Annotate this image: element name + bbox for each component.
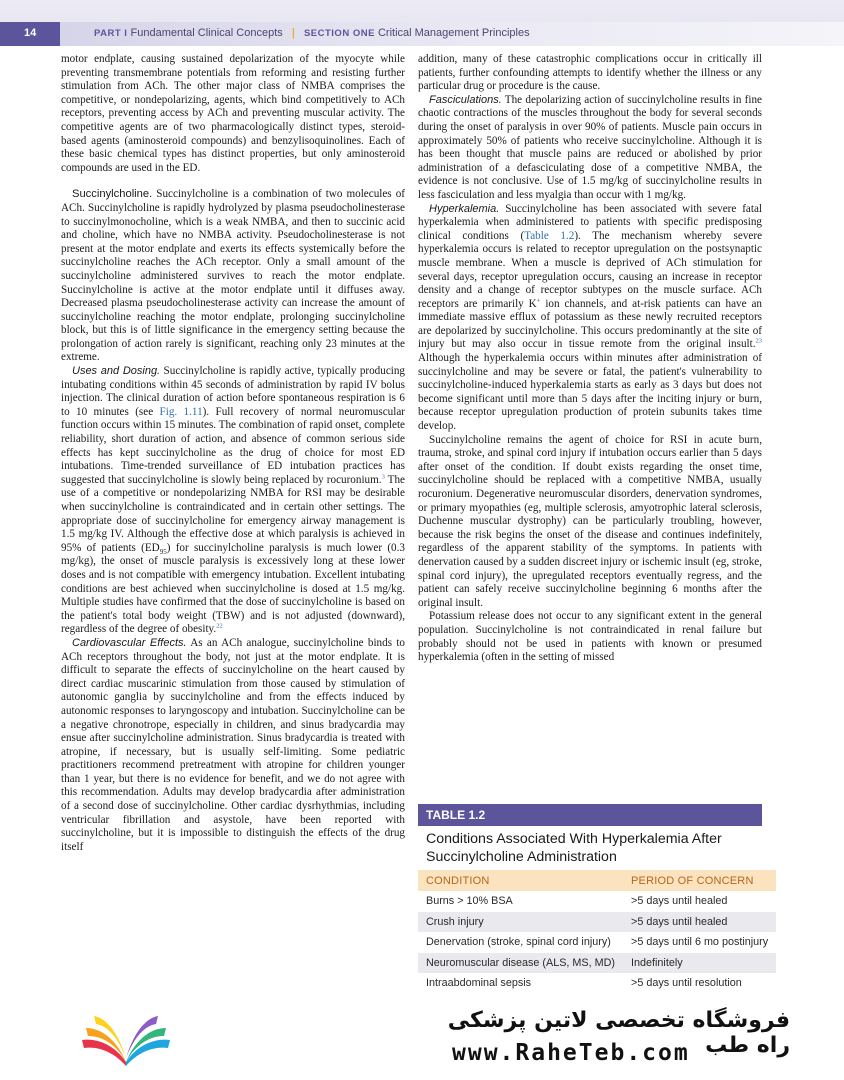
header-separator: | [291,27,295,39]
book-logo-icon [78,1004,174,1070]
paragraph-right-intro: addition, many of these catastrophic complications occur in critically ill patients, further confounding attempts to identify whether the illness or any particular drug or procedure is the cause. [418,53,762,93]
citation-23[interactable]: 23 [755,337,762,345]
table-cell: Burns > 10% BSA [426,895,513,908]
heading-uses-dosing: Uses and Dosing. [72,365,161,378]
section-label: SECTION ONE [303,28,375,39]
uses-text-2: ). Full recovery of normal neuromuscular function occurs within 15 minutes. The combination of rapid onset, complete reliability, short duration of action, and absence of common serious side effects has kept succinylcholine as the drug of choice for most ED intubations. Time-trended surveillance of ED intubation practices has suggested that succinylcholine is slowly being replaced by rocuronium. [61,405,405,486]
footer-watermark [0,994,844,1080]
part-label: PART I [94,28,128,39]
heading-cardiovascular: Cardiovascular Effects. [72,636,187,649]
heading-succinylcholine: Succinylcholine. [72,188,153,201]
table-row [418,932,776,953]
citation-3[interactable]: 3 [381,473,385,481]
table-header-row [418,870,776,891]
table-row [418,912,776,933]
paragraph-intro: motor endplate, causing sustained depolarization of the myocyte while preventing transmembrane potentials from reforming and resisting further stimulation from ACh. The other major class of NMBA comprises the competitive, or nondepolarizing, agents, which bind competitively to ACh receptors, preventing access by ACh and preventing muscular activity. The competitive agents are of two pharmacologically distinct types, steroid-based agents (aminosteroid compounds) and benzylisoquinolines. Each of these basic chemical types has distinct properties, but only aminosteroid compounds are used in the ED. [61,53,405,174]
left-column [61,53,405,854]
paragraph-succinylcholine [61,188,405,365]
table-cell: Denervation (stroke, spinal cord injury) [426,936,611,949]
paragraph-uses-dosing [61,365,405,637]
table-1-2 [418,804,769,994]
citation-22[interactable]: 22 [216,622,223,630]
hyper-text-4: Although the hyperkalemia occurs within minutes after administration of succinylcholine and may be severe or fatal, the patient's vulnerability to succinylcholine-induced hyperkalemia starts as early as 3 days but does not become significant until more than 5 days after the inciting injury or burn, because receptor upregulation production of protein subunits takes time develop. [418,352,762,433]
fasc-text: The depolarizing action of succinylcholine results in fine chaotic contractions of the muscles throughout the body for several seconds during the onset of paralysis in over 90% of patients. Muscle pain occurs in approximately 50% of patients who receive succinylcholine. Although it is has been thought that muscle pains are reduced or abolished by prior administration of a defasciculating dose of a competitive NMBA, the evidence is not conclusive. Use of 1.5 mg/kg of succinylcholine results in less fasciculation and less myalgia than occur with 1 mg/kg. [418,93,762,201]
hyper-text-2: ). The mechanism whereby severe hyperkalemia occurs is related to receptor upregulation on the postsynaptic muscle membrane. When a muscle is deprived of ACh stimulation for several days, receptor upregulation occurs, causing an increase in receptor density and a change of receptor subtypes on the muscle surface. ACh receptors are primarily K [418,229,763,310]
table-cell: >5 days until resolution [631,977,742,990]
hyper-text-1: Succinylcholine has been associated with severe fatal hyperkalemia when administered to patients with specific predisposing clinical conditions ( [418,202,762,242]
table-label: TABLE 1.2 [418,804,762,826]
paragraph-hyperkalemia [418,203,762,434]
figure-link[interactable]: Fig. 1.11 [159,405,203,418]
heading-hyperkalemia: Hyperkalemia. [429,202,500,215]
store-name: فروشگاه تخصصی لاتین پزشکی راه طب [447,1008,790,1058]
store-url[interactable]: www.RaheTeb.com [452,1040,690,1066]
cardio-text: As an ACh analogue, succinylcholine binds to ACh receptors throughout the body, not just at the motor endplate. It is difficult to separate the effects of succinylcholine on the heart caused by direct cardiac muscarinic stimulation from those caused by stimulation of autonomic ganglia by succinylcholine and from the effects induced by autonomic responses to laryngoscopy and intubation. Succinylcholine can be a negative chronotrope, especially in children, and sinus bradycardia may ensue after succinylcholine administration. Sinus bradycardia is treated with atropine, if necessary, but is usually self-limiting. Some pediatric practitioners recommend pretreatment with atropine for children younger than 1 year, but there is no evidence for benefit, and we do not agree with this recommendation. Adults may develop bradycardia after administration of a second dose of succinylcholine. Other cardiac dysrhythmias, including ventricular fibrillation and asystole, have been reported with succinylcholine, but it is impossible to distinguish the effects of the drug itself [61,636,405,853]
table-cell: Intraabdominal sepsis [426,977,532,990]
table-cell: Crush injury [418,912,623,933]
paragraph-fasciculations [418,94,762,203]
table-row [418,891,776,912]
page-number: 14 [24,27,37,39]
succinylcholine-text: Succinylcholine is a combination of two molecules of ACh. Succinylcholine is rapidly hydrolyzed by plasma pseudocholinesterase to succinylmonocholine, which is a weak NMBA, and then to succinic acid and choline, which have no NMBA activity. Pseudocholinesterase is not present at the motor endplate and exerts its effects systemically before the succinylcholine reaches the ACh receptor. Only a small amount of the succinylcholine administered survives to reach the motor endplate. Succinylcholine is active at the motor endplate until it diffuses away. Decreased plasma pseudocholinesterase activity can increase the amount of succinylcholine reaching the motor endplate, prolonging succinylcholine block, but this is of little significance in the emergency setting because the prolongation of action rarely is significant, reaching only 23 minutes at the extreme. [61,188,405,364]
potassium-superscript: + [536,296,541,304]
uses-text-4: ) for succinylcholine paralysis is much lower (0.3 mg/kg), the onset of muscle paralysis is excessively long at these lower doses and is not compatible with emergency intubation. Excellent intubating conditions are best achieved when succinylcholine is dosed at 1.5 mg/kg. Multiple studies have confirmed that the dose of succinylcholine is based on the patient's total body weight (TBW) and is not adjusted (downward), regardless of the degree of obesity. [61,541,405,636]
section-title: Critical Management Principles [377,27,530,39]
part-title: Fundamental Clinical Concepts [130,27,283,39]
table-title: Conditions Associated With Hyperkalemia After Succinylcholine Administration [426,831,722,865]
header-text [94,27,530,39]
table-cell: >5 days until healed [631,895,728,908]
table-link[interactable]: Table 1.2 [524,229,575,242]
uses-text-3: The use of a competitive or nondepolarizing NMBA for RSI may be desirable when succinylcholine is contraindicated and in certain other settings. The appropriate dose of succinylcholine for emergency airway management is 1.5 mg/kg IV. Although the effective dose at which paralysis is achieved in 95% of patients (ED [61,473,405,554]
table-row [418,953,776,974]
running-header [0,0,844,46]
column-header-condition: CONDITION [418,870,623,891]
right-column [418,53,762,665]
hyper-text-3: ion channels, and at-risk patients can have an immediate massive efflux of potassium as these newly recruited receptors are depolarized by succinylcholine. This occurs predominantly at the site of injury but may also occur in tissue remote from the original insult. [418,297,762,351]
paragraph-agent-of-choice: Succinylcholine remains the agent of choice for RSI in acute burn, trauma, stroke, and spinal cord injury if intubation occurs earlier than 5 days after onset of the condition. If doubt exists regarding the onset time, succinylcholine should be replaced with a competitive NMBA, usually rocuronium. Degenerative neuromuscular disorders, denervation syndromes, or primary myopathies (eg, multiple sclerosis, amyotrophic lateral sclerosis, Duchenne muscular dystrophy) can be particularly troubling, however, because the risk begins the onset of the disease and continues indefinitely, regardless of the apparent stability of the symptoms. In patients with denervation caused by a sudden discreet injury or ischemic insult (eg, stroke, spinal cord injury), the upregulated receptors eventually regress, and the patient can safely receive succinylcholine beginning 6 months after the original insult. [418,433,762,609]
ed95-subscript: 95 [159,548,167,556]
paragraph-cardiovascular [61,637,405,855]
table-cell: >5 days until healed [623,912,776,933]
table-row [418,973,776,994]
heading-fasciculations: Fasciculations. [429,93,502,106]
hyperkalemia-table [418,870,776,994]
paragraph-potassium: Potassium release does not occur to any significant extent in the general population. Succinylcholine is not contraindicated in renal failure but probably should not be used in patients with known or presumed hyperkalemia (often in the setting of missed [418,610,762,664]
column-header-period: PERIOD OF CONCERN [623,870,776,891]
uses-text-1: Succinylcholine is rapidly active, typically producing intubating conditions within 45 seconds of administration by rapid IV bolus injection. The clinical duration of action before spontaneous respiration is 6 to 10 minutes (see [61,365,406,418]
table-cell: Indefinitely [623,953,776,974]
table-cell: Neuromuscular disease (ALS, MS, MD) [418,953,623,974]
table-cell: >5 days until 6 mo postinjury [631,936,769,949]
